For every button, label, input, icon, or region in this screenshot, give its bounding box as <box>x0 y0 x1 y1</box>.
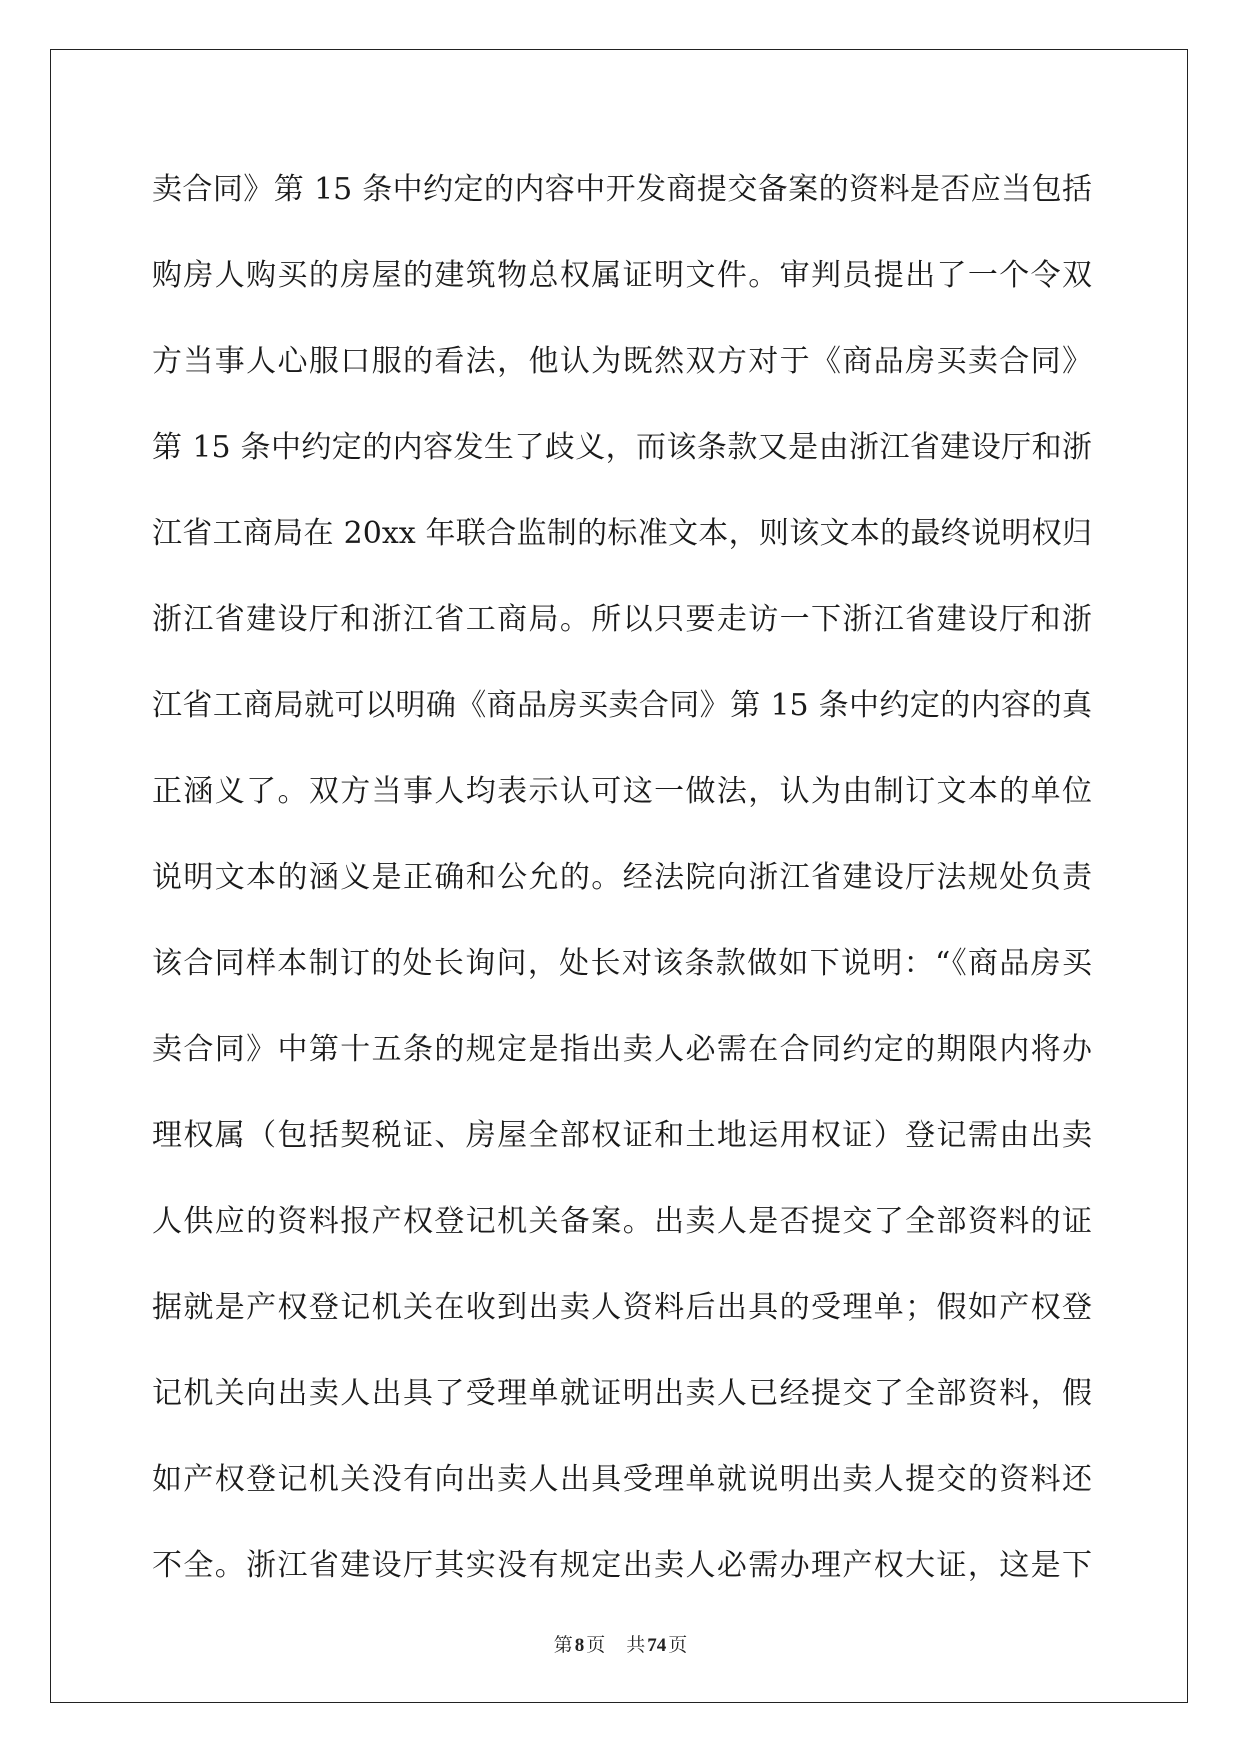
text-line: 购房人购买的房屋的建筑物总权属证明文件。审判员提出了一个令双 <box>152 258 1092 293</box>
text-line: 浙江省建设厅和浙江省工商局。所以只要走访一下浙江省建设厅和浙 <box>152 602 1092 637</box>
text-line: 理权属（包括契税证、房屋全部权证和土地运用权证）登记需由出卖 <box>152 1118 1092 1153</box>
text-line: 卖合同》中第十五条的规定是指出卖人必需在合同约定的期限内将办 <box>152 1032 1092 1067</box>
page-number-prefix: 第 <box>553 1635 573 1656</box>
page-number: 8 <box>574 1635 585 1656</box>
total-pages-prefix: 共 <box>626 1635 646 1656</box>
total-pages: 74 <box>647 1635 667 1656</box>
text-line: 不全。浙江省建设厅其实没有规定出卖人必需办理产权大证，这是下 <box>152 1548 1092 1583</box>
text-line: 该合同样本制订的处长询问，处长对该条款做如下说明：“《商品房买 <box>152 946 1092 981</box>
text-line: 江省工商局在 20xx 年联合监制的标准文本，则该文本的最终说明权归 <box>152 516 1092 551</box>
text-line: 记机关向出卖人出具了受理单就证明出卖人已经提交了全部资料，假 <box>152 1376 1092 1411</box>
text-line: 第 15 条中约定的内容发生了歧义，而该条款又是由浙江省建设厅和浙 <box>152 430 1092 465</box>
text-line: 如产权登记机关没有向出卖人出具受理单就说明出卖人提交的资料还 <box>152 1462 1092 1497</box>
total-pages-suffix: 页 <box>668 1635 688 1656</box>
text-line: 据就是产权登记机关在收到出卖人资料后出具的受理单；假如产权登 <box>152 1290 1092 1325</box>
text-line: 说明文本的涵义是正确和公允的。经法院向浙江省建设厅法规处负责 <box>152 860 1092 895</box>
text-line: 卖合同》第 15 条中约定的内容中开发商提交备案的资料是否应当包括 <box>152 172 1092 207</box>
page-footer <box>0 1630 1241 1657</box>
text-line: 江省工商局就可以明确《商品房买卖合同》第 15 条中约定的内容的真 <box>152 688 1092 723</box>
text-line: 人供应的资料报产权登记机关备案。出卖人是否提交了全部资料的证 <box>152 1204 1092 1239</box>
page-number-suffix: 页 <box>586 1635 606 1656</box>
document-body <box>152 160 1092 1622</box>
text-line: 正涵义了。双方当事人均表示认可这一做法，认为由制订文本的单位 <box>152 774 1092 809</box>
text-line: 方当事人心服口服的看法，他认为既然双方对于《商品房买卖合同》 <box>152 344 1092 379</box>
